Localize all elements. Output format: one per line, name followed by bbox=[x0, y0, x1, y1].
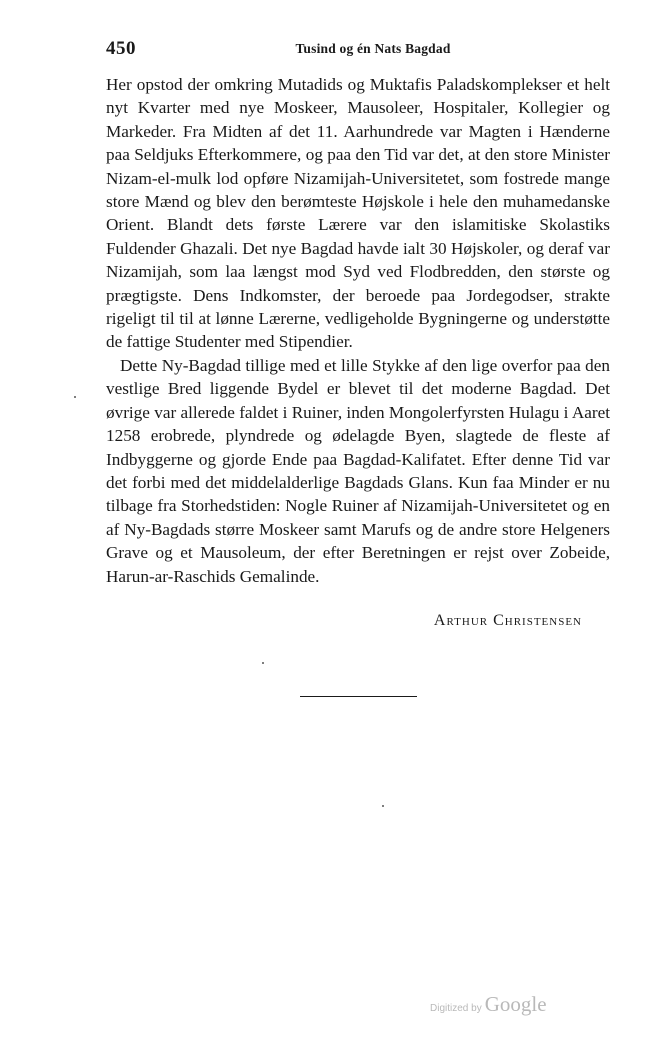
section-divider bbox=[300, 696, 417, 697]
article-body bbox=[106, 73, 610, 588]
digitized-watermark bbox=[430, 992, 547, 1017]
print-speck bbox=[74, 396, 76, 398]
paragraph: Her opstod der omkring Mutadids og Muktafis Paladskomplekser et helt nyt Kvarter med nye Moskeer, Mausoleer, Hospitaler, Kollegier og Markeder. Fra Midten af det 11. Aarhundrede var Magten i Hænderne paa Seldjuks Efterkommere, og paa den Tid var det, at den store Minister Nizam-el-mulk lod opføre Nizamijah-Universitetet, som fostrede mange store Mænd og blev den berømteste Højskole i hele den muhamedanske Orient. Blandt dets første Lærere var den islamitiske Skolastiks Fuldender Ghazali. Det nye Bagdad havde ialt 30 Højskoler, og deraf var Nizamijah, som laa længst mod Syd ved Flodbredden, den største og prægtigste. Dens Indkomster, der beroede paa Jordegodser, strakte rigeligt til til at lønne Lærerne, vedligeholde Bygningerne og understøtte de fattige Studenter med Stipendier. bbox=[106, 75, 610, 352]
watermark-prefix: Digitized by bbox=[430, 1003, 482, 1014]
running-title: Tusind og én Nats Bagdad bbox=[295, 41, 451, 56]
page-header bbox=[106, 38, 610, 58]
page-number: 450 bbox=[106, 38, 136, 59]
print-speck bbox=[262, 662, 264, 664]
paragraph: Dette Ny-Bagdad tillige med et lille Stykke af den lige overfor paa den vestlige Bred liggende Bydel er blevet til det moderne Bagdad. Det øvrige var allerede faldet i Ruiner, inden Mongolerfyrsten Hulagu i Aaret 1258 erobrede, plyndrede og ødelagde Byen, slagtede de fleste af Indbyggerne og gjorde Ende paa Bagdad-Kalifatet. Efter denne Tid var det forbi med det middelalderlige Bagdads Glans. Kun faa Minder er nu tilbage fra Storhedstiden: Nogle Ruiner af Nizamijah-Universitetet og en af Ny-Bagdads større Moskeer samt Marufs og de andre store Helgeners Grave og et Mausoleum, der efter Beretningen er rejst over Zobeide, Harun-ar-Raschids Gemalinde. bbox=[106, 355, 610, 586]
google-logo: Google bbox=[484, 992, 547, 1016]
print-speck bbox=[382, 805, 384, 807]
author-signature: Arthur Christensen bbox=[433, 612, 582, 629]
